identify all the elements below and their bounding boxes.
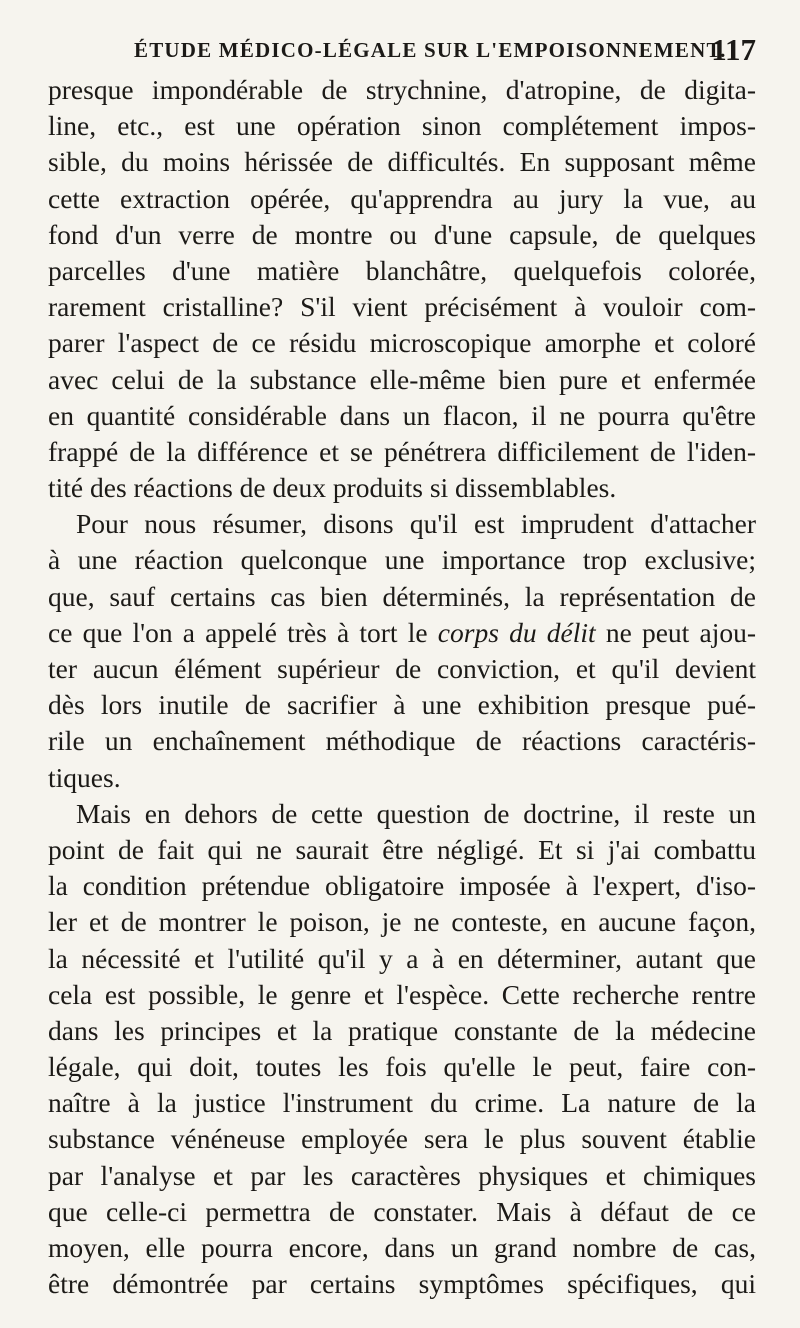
text-line-with-italic xyxy=(48,615,756,651)
paragraph-start-line: Pour nous résumer, disons qu'il est imprudent d'attacher xyxy=(76,508,756,540)
text-line: à une réaction quelconque une importance trop exclusive; xyxy=(48,544,756,576)
text-line: line, etc., est une opération sinon complétement impos- xyxy=(48,110,756,142)
text-line: dans les principes et la pratique constante de la médecine xyxy=(48,1014,756,1046)
text-line: fond d'un verre de montre ou d'une capsule, de quelques xyxy=(48,218,756,250)
body-text xyxy=(48,72,756,1302)
text-line: parcelles d'une matière blanchâtre, quelquefois colorée, xyxy=(48,254,756,286)
text-line: tité des réactions de deux produits si dissemblables. xyxy=(48,472,617,504)
text-line: tiques. xyxy=(48,761,121,793)
text-line: que, sauf certains cas bien déterminés, la représentation de xyxy=(48,580,756,612)
text-line: la nécessité et l'utilité qu'il y a à en déterminer, autant que xyxy=(48,942,756,974)
text-line: cela est possible, le genre et l'espèce. Cette recherche rentre xyxy=(48,978,756,1010)
page-number: 117 xyxy=(711,32,756,67)
text-line: rile un enchaînement méthodique de réactions caractéris- xyxy=(48,725,756,757)
text-segment: ce que l'on a appelé très à tort le xyxy=(48,616,438,648)
text-line: par l'analyse et par les caractères physiques et chimiques xyxy=(48,1159,756,1191)
text-line: substance vénéneuse employée sera le plus souvent établie xyxy=(48,1123,756,1155)
text-line: moyen, elle pourra encore, dans un grand nombre de cas, xyxy=(48,1232,756,1263)
text-line: frappé de la différence et se pénétrera difficilement de l'iden- xyxy=(48,435,756,467)
text-line: ter aucun élément supérieur de conviction, et qu'il devient xyxy=(48,653,756,684)
text-segment: ne peut ajou- xyxy=(595,616,756,648)
text-line: la condition prétendue obligatoire imposée à l'expert, d'iso- xyxy=(48,870,756,902)
paragraph-start-line: Mais en dehors de cette question de doctrine, il reste un xyxy=(76,797,756,829)
text-line: sible, du moins hérissée de difficultés. En supposant même xyxy=(48,146,756,178)
text-line: légale, qui doit, toutes les fois qu'elle le peut, faire con- xyxy=(48,1051,756,1083)
text-line: que celle-ci permettra de constater. Mais à défaut de ce xyxy=(48,1195,756,1227)
text-line: ler et de montrer le poison, je ne conteste, en aucune façon, xyxy=(48,906,756,938)
text-line: avec celui de la substance elle-même bien pure et enfermée xyxy=(48,363,756,395)
text-line: parer l'aspect de ce résidu microscopique amorphe et coloré xyxy=(48,327,756,359)
text-line: dès lors inutile de sacrifier à une exhibition presque pué- xyxy=(48,689,756,721)
running-head xyxy=(0,32,800,72)
text-line: en quantité considérable dans un flacon, il ne pourra qu'être xyxy=(48,399,756,431)
text-line: naître à la justice l'instrument du crime. La nature de la xyxy=(48,1087,756,1119)
running-title: ÉTUDE MÉDICO-LÉGALE SUR L'EMPOISONNEMENT. xyxy=(134,38,727,62)
text-line: être démontrée par certains symptômes spécifiques, qui xyxy=(48,1268,756,1300)
italic-term: corps du délit xyxy=(437,616,596,648)
text-line: point de fait qui ne saurait être négligé. Et si j'ai combattu xyxy=(48,833,756,865)
text-line: presque impondérable de strychnine, d'atropine, de digita- xyxy=(48,74,756,105)
text-line: cette extraction opérée, qu'apprendra au jury la vue, au xyxy=(48,182,756,214)
text-line: rarement cristalline? S'il vient précisément à vouloir com- xyxy=(48,291,756,323)
